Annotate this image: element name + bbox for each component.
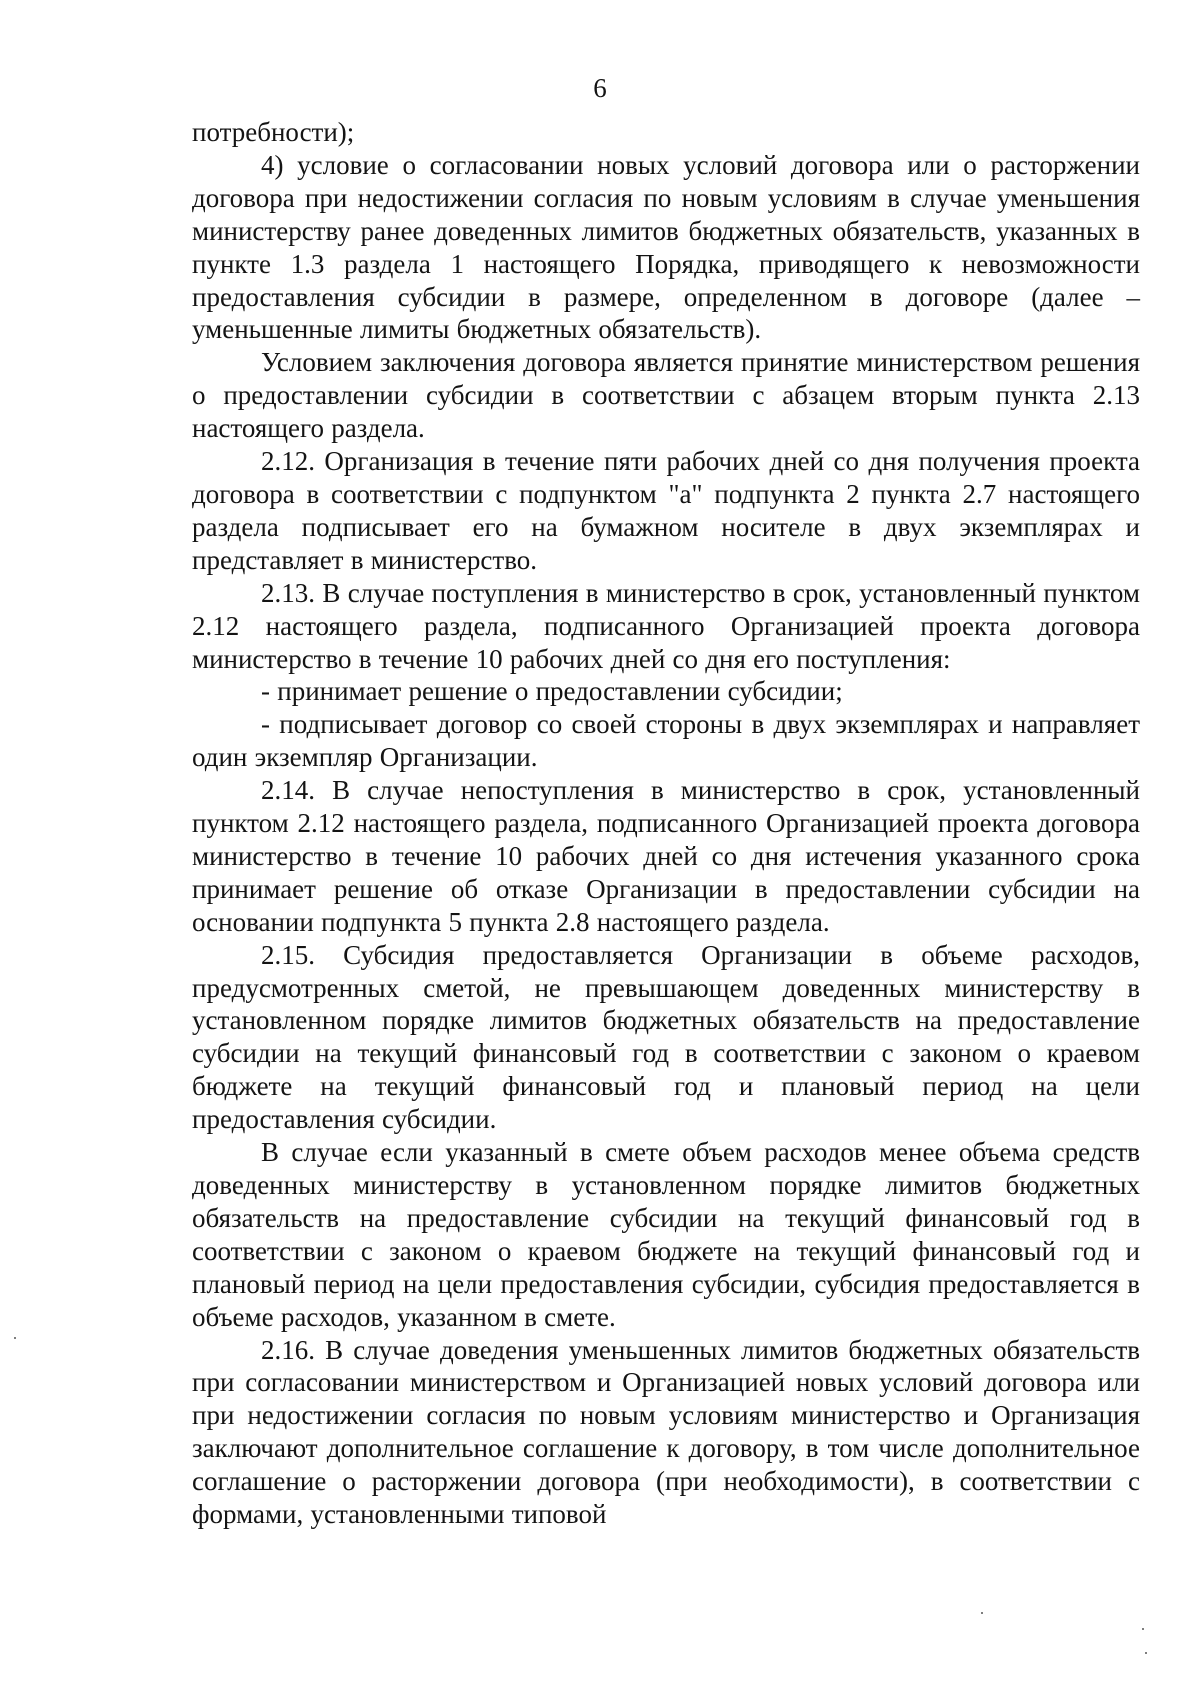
paragraph-2-15: 2.15. Субсидия предоставляется Организации в объеме расходов, предусмотренных сметой, не превышающем доведенных министерству в установленном порядке лимитов бюджетных обязательств на предоставление субсидии на текущий финансовый год в соответствии с законом о краевом бюджете на текущий финансовый год и плановый период на цели предоставления субсидии. [192,939,1140,1135]
document-body [192,116,1140,1531]
paragraph-contract-condition: Условием заключения договора является принятие министерством решения о предоставлении субсидии в соответствии с абзацем вторым пункта 2.13 настоящего раздела. [192,347,1140,444]
page-number: 6 [593,73,607,103]
scan-speck [1145,1652,1147,1654]
scan-speck [14,1337,16,1339]
scan-speck [981,1612,983,1614]
paragraph-2-13-item-1: - принимает решение о предоставлении субсидии; [261,676,843,707]
paragraph-2-13-item-2: - подписывает договор со своей стороны в двух экземплярах и направляет один экземпляр Организации. [192,709,1140,773]
paragraph-continuation: потребности); [192,117,355,147]
paragraph-2-15-case: В случае если указанный в смете объем расходов менее объема средств доведенных министерству в установленном порядке лимитов бюджетных обязательств на предоставление субсидии на текущий финансовый год в соответствии с законом о краевом бюджете на текущий финансовый год и плановый период на цели предоставления субсидии, субсидия предоставляется в объеме расходов, указанном в смете. [192,1137,1140,1332]
paragraph-2-16: 2.16. В случае доведения уменьшенных лимитов бюджетных обязательств при согласовании министерством и Организацией новых условий договора или при недостижении согласия по новым условиям министерство и Организация заключают дополнительное соглашение к договору, в том числе дополнительное соглашение о расторжении договора (при необходимости), в соответствии с формами, установленными типовой [192,1334,1140,1530]
scan-speck [1142,1628,1144,1630]
paragraph-condition-4: 4) условие о согласовании новых условий договора или о расторжении договора при недостижении согласия по новым условиям в случае уменьшения министерству ранее доведенных лимитов бюджетных обязательств, указанных в пункте 1.3 раздела 1 настоящего Порядка, приводящего к невозможности предоставления субсидии в размере, определенном в договоре (далее – уменьшенные лимиты бюджетных обязательств). [192,149,1140,345]
paragraph-2-12: 2.12. Организация в течение пяти рабочих дней со дня получения проекта договора в соответствии с подпунктом "а" подпункта 2 пункта 2.7 настоящего раздела подписывает его на бумажном носителе в двух экземплярах и представляет в министерство. [192,446,1140,575]
paragraph-2-14: 2.14. В случае непоступления в министерство в срок, установленный пунктом 2.12 настоящего раздела, подписанного Организацией проекта договора министерство в течение 10 рабочих дней со дня истечения указанного срока принимает решение об отказе Организации в предоставлении субсидии на основании подпункта 5 пункта 2.8 настоящего раздела. [192,775,1140,937]
paragraph-2-13: 2.13. В случае поступления в министерство в срок, установленный пунктом 2.12 настоящего раздела, подписанного Организацией проекта договора министерство в течение 10 рабочих дней со дня его поступления: [192,577,1140,674]
